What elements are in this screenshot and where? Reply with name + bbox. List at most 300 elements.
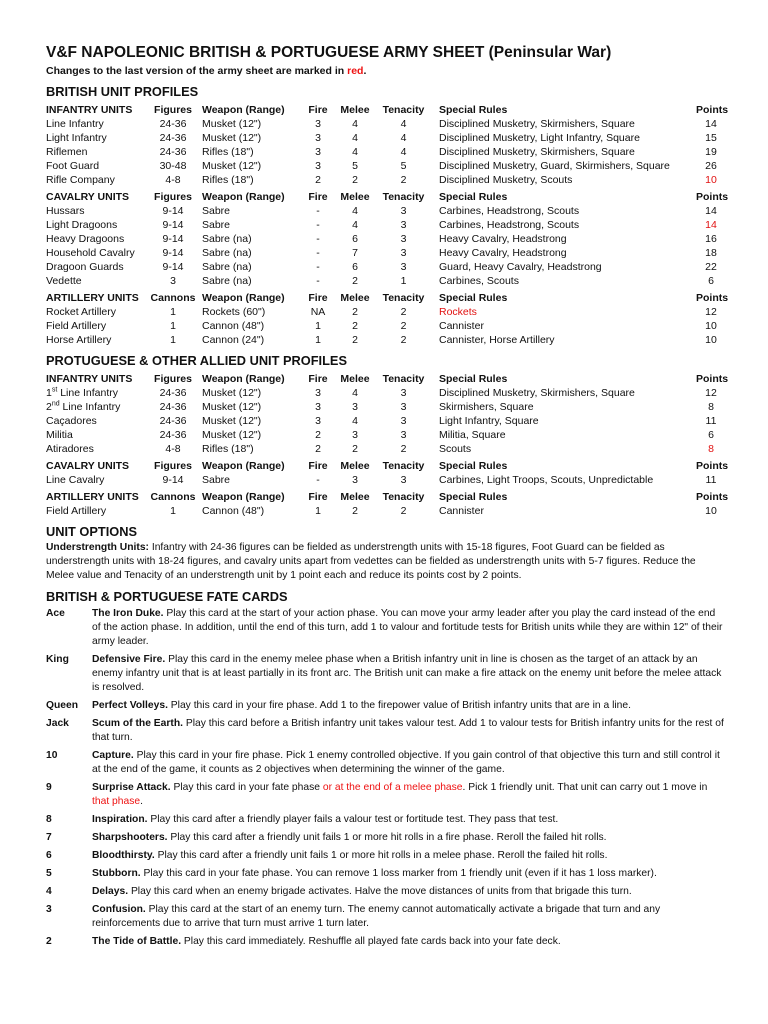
melee: 4 — [352, 415, 358, 427]
unit-name: Field Artillery — [46, 320, 107, 332]
card-text — [92, 831, 726, 849]
column-header: Tenacity — [382, 491, 425, 503]
fate-card-row — [46, 607, 726, 653]
unit-row — [46, 159, 726, 173]
unit-row — [46, 173, 726, 187]
weapon: Musket (12") — [202, 132, 262, 144]
card-rank: King — [46, 654, 69, 665]
special-rules: Cannister, Horse Artillery — [439, 334, 555, 346]
column-header: Special Rules — [439, 104, 508, 116]
fate-card-row — [46, 749, 726, 781]
unit-row — [46, 274, 726, 288]
card-body: Play this card in your fate phase. You can remove 1 loss marker from 1 friendly unit (even if it has 1 loss marker). — [140, 868, 657, 879]
unit-row — [46, 232, 726, 246]
melee: 3 — [352, 429, 358, 441]
unit-row — [46, 442, 726, 456]
special-rules: Cannister — [439, 320, 484, 332]
fire: 2 — [315, 443, 321, 455]
figures: 24-36 — [159, 118, 187, 130]
card-title: Confusion. — [92, 904, 146, 915]
tenacity: 5 — [400, 160, 407, 172]
unit-name: Field Artillery — [46, 505, 107, 517]
card-rank: Jack — [46, 718, 69, 729]
weapon: Musket (12") — [202, 429, 262, 441]
tenacity: 2 — [400, 306, 407, 318]
tenacity: 3 — [400, 401, 407, 413]
allied-unit-table — [46, 369, 729, 518]
fate-card-row — [46, 699, 726, 717]
fire: 1 — [315, 334, 321, 346]
tenacity: 3 — [400, 261, 407, 273]
figures: 9-14 — [162, 205, 184, 217]
card-title: Delays. — [92, 886, 129, 897]
unit-row — [46, 305, 726, 319]
points: 10 — [705, 320, 717, 332]
weapon: Sabre (na) — [202, 233, 252, 245]
fire: 3 — [315, 160, 321, 172]
points: 15 — [705, 132, 717, 144]
special-rules: Carbines, Headstrong, Scouts — [439, 205, 580, 217]
special-rules: Carbines, Light Troops, Scouts, Unpredictable — [439, 474, 654, 486]
card-text — [92, 749, 726, 781]
unit-name: Militia — [46, 429, 73, 441]
weapon: Musket (12") — [202, 118, 262, 130]
fire: 3 — [315, 401, 321, 413]
figures: 24-36 — [159, 415, 187, 427]
card-text — [92, 653, 726, 699]
unit-row — [46, 218, 726, 232]
special-rules: Light Infantry, Square — [439, 415, 539, 427]
tenacity: 2 — [400, 174, 407, 186]
column-header: Melee — [340, 491, 370, 503]
unit-options-heading: UNIT OPTIONS — [46, 524, 138, 539]
melee: 2 — [352, 174, 358, 186]
fire: - — [316, 261, 320, 273]
artillery-header-row — [46, 487, 726, 504]
weapon: Sabre (na) — [202, 247, 252, 259]
change-note — [46, 64, 726, 78]
column-header: Weapon (Range) — [202, 460, 285, 472]
unit-name: Line Cavalry — [46, 474, 105, 486]
unit-name: Horse Artillery — [46, 334, 112, 346]
card-text — [92, 903, 726, 935]
special-rules: Disciplined Musketry, Guard, Skirmishers, Square — [439, 160, 670, 172]
column-header: Weapon (Range) — [202, 491, 285, 503]
melee: 4 — [352, 132, 358, 144]
points: 18 — [705, 247, 717, 259]
note-text: Changes to the last version of the army sheet are marked in — [46, 65, 348, 77]
melee: 6 — [352, 233, 358, 245]
tenacity: 2 — [400, 505, 407, 517]
melee: 5 — [352, 160, 358, 172]
column-header: Points — [696, 491, 729, 503]
infantry-header-row — [46, 100, 726, 117]
column-header: Fire — [308, 373, 328, 385]
card-body: Play this card in your fire phase. Add 1 to the firepower value of British infantry units that are in a line. — [167, 700, 631, 711]
tenacity: 3 — [400, 247, 407, 259]
unit-row — [46, 504, 726, 518]
unit-row — [46, 117, 726, 131]
card-rank: 3 — [46, 904, 52, 915]
column-header: Tenacity — [382, 460, 425, 472]
column-header: Tenacity — [382, 104, 425, 116]
column-header: Fire — [308, 191, 328, 203]
column-header: ARTILLERY UNITS — [46, 292, 139, 304]
figures: 9-14 — [162, 474, 184, 486]
weapon: Rifles (18") — [202, 443, 254, 455]
unit-row — [46, 204, 726, 218]
column-header: Figures — [154, 460, 192, 472]
card-body: . Pick 1 friendly unit. That unit can carry out 1 move in — [462, 782, 708, 793]
column-header: Fire — [308, 104, 328, 116]
tenacity: 3 — [400, 415, 407, 427]
weapon: Cannon (48") — [202, 505, 265, 517]
column-header: Points — [696, 292, 729, 304]
weapon: Musket (12") — [202, 401, 262, 413]
card-rank: 5 — [46, 868, 52, 879]
fire: 3 — [315, 387, 321, 399]
note-end: . — [363, 65, 367, 77]
card-body: Play this card in your fate phase — [170, 782, 323, 793]
card-text — [92, 849, 726, 867]
melee: 2 — [352, 306, 358, 318]
special-rules: Guard, Heavy Cavalry, Headstrong — [439, 261, 602, 273]
fire: 1 — [315, 320, 321, 332]
card-title: Surprise Attack. — [92, 782, 171, 793]
figures: 24-36 — [159, 132, 187, 144]
points: 12 — [705, 387, 717, 399]
card-body: Play this card in the enemy melee phase when a British infantry unit in line is chosen as the target of an attack by an enemy infantry unit that is at least partially in its front arc. The British unit can make a fire attack on the enemy unit before the melee attack is resolved. — [92, 654, 722, 693]
melee: 2 — [352, 275, 358, 287]
unit-row — [46, 400, 726, 414]
points: 10 — [705, 505, 717, 517]
figures: 1 — [170, 334, 176, 346]
card-title: The Tide of Battle. — [92, 936, 182, 947]
unit-row — [46, 386, 726, 400]
weapon: Sabre — [202, 205, 231, 217]
special-rules: Scouts — [439, 443, 472, 455]
melee: 3 — [352, 474, 358, 486]
unit-name: Light Dragoons — [46, 219, 118, 231]
melee: 4 — [352, 387, 358, 399]
fire: - — [316, 219, 320, 231]
unit-row — [46, 145, 726, 159]
column-header: Cannons — [150, 292, 196, 304]
tenacity: 3 — [400, 219, 407, 231]
points: 11 — [705, 474, 717, 486]
figures: 9-14 — [162, 219, 184, 231]
special-rules: Disciplined Musketry, Light Infantry, Square — [439, 132, 640, 144]
column-header: Figures — [154, 373, 192, 385]
special-rules: Cannister — [439, 505, 484, 517]
british-heading: BRITISH UNIT PROFILES — [46, 84, 199, 99]
understrength-text: Infantry with 24-36 figures can be fielded as understrength units with 15-18 figures, Foot Guard can be fielded as understrength units with 18-24 figures, and cavalry units apart from vedettes can be fielded as understrength units with 5-7 figures. Reduce the Melee value and Tenacity of an understrength unit by 1 point each and reduce its points cost by 2 points. — [46, 542, 696, 581]
column-header: Points — [696, 460, 729, 472]
fate-card-row — [46, 781, 726, 813]
weapon: Rifles (18") — [202, 174, 254, 186]
weapon: Musket (12") — [202, 160, 262, 172]
card-rank: 9 — [46, 782, 52, 793]
points: 6 — [708, 275, 714, 287]
fire: 2 — [315, 429, 321, 441]
fire: 3 — [315, 146, 321, 158]
tenacity: 2 — [400, 443, 407, 455]
fate-card-row — [46, 867, 726, 885]
card-body: Play this card at the start of an enemy turn. The enemy cannot automatically activate a brigade that turn and any reinforcements due to arrive that turn must arrive 1 turn later. — [92, 904, 661, 929]
card-text — [92, 717, 726, 749]
unit-name: Foot Guard — [46, 160, 100, 172]
fire: NA — [310, 306, 326, 318]
column-header: Points — [696, 104, 729, 116]
column-header: Weapon (Range) — [202, 104, 285, 116]
card-rank: 7 — [46, 832, 52, 843]
column-header: Special Rules — [439, 460, 508, 472]
card-change: that phase — [92, 796, 141, 807]
melee: 4 — [352, 205, 358, 217]
special-rules: Disciplined Musketry, Skirmishers, Square — [439, 146, 635, 158]
unit-name: 2nd Line Infantry — [46, 400, 121, 413]
column-header: Melee — [340, 460, 370, 472]
figures: 1 — [170, 320, 176, 332]
unit-name: 1st Line Infantry — [46, 386, 118, 399]
card-body: Play this card after a friendly player fails a valour test or fortitude test. They pass that test. — [147, 814, 559, 825]
melee: 4 — [352, 118, 358, 130]
melee: 4 — [352, 219, 358, 231]
fate-card-row — [46, 653, 726, 699]
column-header: Weapon (Range) — [202, 191, 285, 203]
unit-name: Caçadores — [46, 415, 97, 427]
figures: 30-48 — [159, 160, 187, 172]
weapon: Musket (12") — [202, 387, 262, 399]
unit-name: Rifle Company — [46, 174, 115, 186]
column-header: Tenacity — [382, 373, 425, 385]
special-rules: Skirmishers, Square — [439, 401, 534, 413]
unit-options-text — [46, 541, 726, 583]
tenacity: 3 — [400, 429, 407, 441]
unit-row — [46, 333, 726, 347]
fire: 3 — [315, 415, 321, 427]
tenacity: 4 — [400, 146, 407, 158]
fire: 3 — [315, 132, 321, 144]
card-title: The Iron Duke. — [92, 608, 164, 619]
column-header: Tenacity — [382, 292, 425, 304]
fate-card-row — [46, 885, 726, 903]
points: 10 — [705, 334, 717, 346]
unit-row — [46, 319, 726, 333]
fate-card-row — [46, 849, 726, 867]
weapon: Rockets (60") — [202, 306, 266, 318]
card-body: Play this card at the start of your action phase. You can move your army leader after you play the card instead of the end of the action phase. In addition, until the end of this turn, add 1 to valour and fortitude tests for British units while they are within 12" of their army leader. — [92, 608, 723, 647]
points: 11 — [705, 415, 717, 427]
card-title: Perfect Volleys. — [92, 700, 168, 711]
card-body: Play this card after a friendly unit fails 1 or more hit rolls in a fire phase. Reroll the failed hit rolls. — [167, 832, 607, 843]
column-header: CAVALRY UNITS — [46, 460, 130, 472]
unit-name: Household Cavalry — [46, 247, 135, 259]
unit-row — [46, 414, 726, 428]
melee: 2 — [352, 334, 358, 346]
column-header: Points — [696, 373, 729, 385]
fate-card-row — [46, 935, 726, 953]
weapon: Musket (12") — [202, 415, 262, 427]
figures: 4-8 — [165, 443, 181, 455]
weapon: Sabre — [202, 219, 231, 231]
card-rank: 8 — [46, 814, 52, 825]
column-header: ARTILLERY UNITS — [46, 491, 139, 503]
column-header: INFANTRY UNITS — [46, 104, 133, 116]
card-title: Sharpshooters. — [92, 832, 168, 843]
weapon: Rifles (18") — [202, 146, 254, 158]
fire: - — [316, 233, 320, 245]
column-header: Special Rules — [439, 373, 508, 385]
card-title: Defensive Fire. — [92, 654, 166, 665]
figures: 1 — [170, 306, 176, 318]
tenacity: 1 — [400, 275, 407, 287]
figures: 9-14 — [162, 233, 184, 245]
card-rank: 2 — [46, 936, 52, 947]
card-body: Play this card before a British infantry unit takes valour test. Add 1 to valour tests for British infantry units for the rest of that turn. — [92, 718, 724, 743]
points: 8 — [708, 401, 714, 413]
points: 22 — [705, 261, 717, 273]
fate-card-row — [46, 813, 726, 831]
special-rules: Rockets — [439, 306, 477, 318]
card-body: . — [140, 796, 143, 807]
figures: 4-8 — [165, 174, 181, 186]
points: 14 — [705, 118, 717, 130]
card-rank: 6 — [46, 850, 52, 861]
unit-row — [46, 246, 726, 260]
melee: 2 — [352, 320, 358, 332]
fate-card-row — [46, 831, 726, 849]
fate-card-row — [46, 717, 726, 749]
tenacity: 3 — [400, 387, 407, 399]
fate-cards-heading: BRITISH & PORTUGUESE FATE CARDS — [46, 589, 288, 604]
column-header: Melee — [340, 373, 370, 385]
melee: 6 — [352, 261, 358, 273]
unit-row — [46, 473, 726, 487]
ordinal-suffix: nd — [51, 400, 60, 408]
column-header: Weapon (Range) — [202, 292, 285, 304]
melee: 2 — [352, 443, 358, 455]
card-rank: Queen — [46, 700, 79, 711]
special-rules: Heavy Cavalry, Headstrong — [439, 247, 567, 259]
special-rules: Disciplined Musketry, Skirmishers, Square — [439, 387, 635, 399]
weapon: Sabre — [202, 474, 231, 486]
british-unit-table — [46, 100, 729, 347]
allied-heading: PROTUGUESE & OTHER ALLIED UNIT PROFILES — [46, 353, 347, 368]
card-text — [92, 699, 726, 717]
special-rules: Disciplined Musketry, Scouts — [439, 174, 573, 186]
artillery-header-row — [46, 288, 726, 305]
card-title: Stubborn. — [92, 868, 141, 879]
page-title: V&F NAPOLEONIC BRITISH & PORTUGUESE ARMY SHEET (Peninsular War) — [46, 44, 612, 61]
card-body: Play this card after a friendly unit fails 1 or more hit rolls in a melee phase. Reroll the failed hit rolls. — [154, 850, 608, 861]
unit-name: Dragoon Guards — [46, 261, 124, 273]
unit-row — [46, 428, 726, 442]
points: 19 — [705, 146, 717, 158]
figures: 24-36 — [159, 387, 187, 399]
card-change: or at the end of a melee phase — [322, 782, 463, 793]
card-title: Inspiration. — [92, 814, 148, 825]
unit-name: Heavy Dragoons — [46, 233, 125, 245]
fire: - — [316, 205, 320, 217]
tenacity: 2 — [400, 334, 407, 346]
tenacity: 3 — [400, 233, 407, 245]
figures: 24-36 — [159, 429, 187, 441]
card-title: Bloodthirsty. — [92, 850, 155, 861]
card-text — [92, 885, 726, 903]
points: 14 — [705, 219, 717, 231]
special-rules: Carbines, Headstrong, Scouts — [439, 219, 580, 231]
points: 14 — [705, 205, 717, 217]
tenacity: 4 — [400, 118, 407, 130]
column-header: Cannons — [150, 491, 196, 503]
card-title: Capture. — [92, 750, 134, 761]
card-text — [92, 607, 726, 653]
unit-name: Rocket Artillery — [46, 306, 117, 318]
tenacity: 2 — [400, 320, 407, 332]
figures: 3 — [170, 275, 176, 287]
column-header: Weapon (Range) — [202, 373, 285, 385]
weapon: Sabre (na) — [202, 275, 252, 287]
tenacity: 4 — [400, 132, 407, 144]
special-rules: Disciplined Musketry, Skirmishers, Square — [439, 118, 635, 130]
melee: 4 — [352, 146, 358, 158]
card-text — [92, 935, 726, 953]
melee: 7 — [352, 247, 358, 259]
fate-card-row — [46, 903, 726, 935]
fire: 1 — [315, 505, 321, 517]
unit-name: Atiradores — [46, 443, 94, 455]
weapon: Cannon (24") — [202, 334, 265, 346]
cavalry-header-row — [46, 187, 726, 204]
column-header: Tenacity — [382, 191, 425, 203]
figures: 24-36 — [159, 401, 187, 413]
card-rank: 4 — [46, 886, 52, 897]
ordinal-suffix: st — [51, 386, 58, 394]
column-header: Fire — [308, 491, 328, 503]
card-text — [92, 813, 726, 831]
column-header: Melee — [340, 191, 370, 203]
fire: - — [316, 474, 320, 486]
special-rules: Heavy Cavalry, Headstrong — [439, 233, 567, 245]
weapon: Sabre (na) — [202, 261, 252, 273]
card-rank: Ace — [46, 608, 65, 619]
fire: - — [316, 247, 320, 259]
unit-name: Light Infantry — [46, 132, 107, 144]
fire: - — [316, 275, 320, 287]
figures: 1 — [170, 505, 176, 517]
card-title: Scum of the Earth. — [92, 718, 183, 729]
column-header: Melee — [340, 104, 370, 116]
card-text — [92, 867, 726, 885]
unit-row — [46, 260, 726, 274]
column-header: Melee — [340, 292, 370, 304]
points: 26 — [705, 160, 717, 172]
column-header: Figures — [154, 191, 192, 203]
melee: 3 — [352, 401, 358, 413]
special-rules: Militia, Square — [439, 429, 506, 441]
fire: 2 — [315, 174, 321, 186]
points: 16 — [705, 233, 717, 245]
unit-row — [46, 131, 726, 145]
points: 12 — [705, 306, 717, 318]
column-header: CAVALRY UNITS — [46, 191, 130, 203]
figures: 9-14 — [162, 247, 184, 259]
unit-name: Vedette — [46, 275, 82, 287]
infantry-header-row — [46, 369, 726, 386]
figures: 9-14 — [162, 261, 184, 273]
column-header: INFANTRY UNITS — [46, 373, 133, 385]
